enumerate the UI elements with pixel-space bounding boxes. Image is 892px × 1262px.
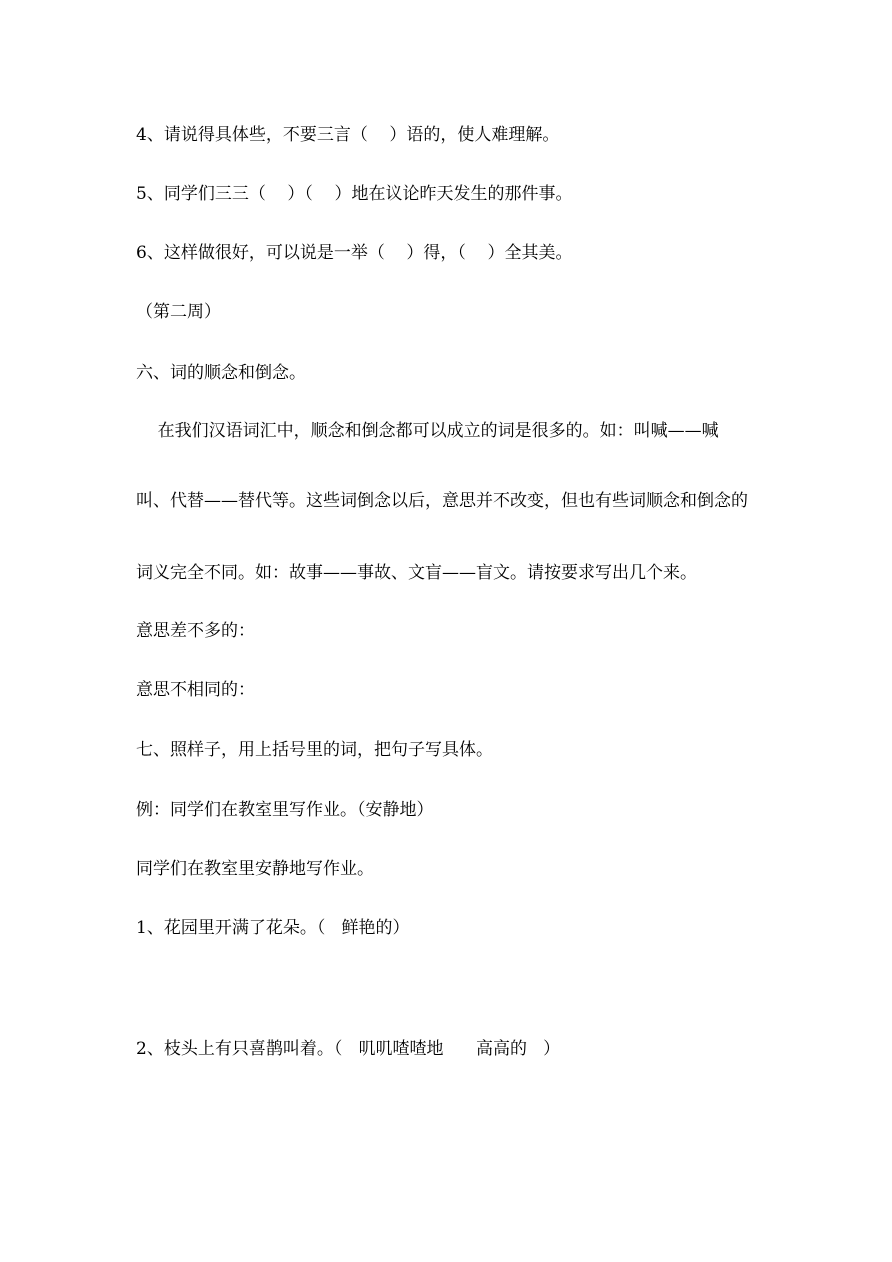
week-label: （第二周） (136, 302, 221, 322)
question-4: 4、请说得具体些，不要三言（ ）语的，使人难理解。 (136, 125, 560, 145)
example-answer: 同学们在教室里安静地写作业。 (136, 859, 374, 879)
question-7-1: 1、花园里开满了花朵。（ 鲜艳的） (136, 918, 410, 938)
question-7-2: 2、枝头上有只喜鹊叫着。（ 叽叽喳喳地 高高的 ） (136, 1039, 561, 1059)
question-6: 6、这样做很好，可以说是一举（ ）得，（ ）全其美。 (136, 243, 573, 263)
section-6-text-line-2: 叫、代替——替代等。这些词倒念以后，意思并不改变，但也有些词顺念和倒念的 (136, 491, 748, 511)
section-6-heading: 六、词的顺念和倒念。 (136, 363, 306, 383)
section-6-text-line-3: 词义完全不同。如：故事——事故、文盲——盲文。请按要求写出几个来。 (136, 563, 697, 583)
section-6-text-line-1: 在我们汉语词汇中，顺念和倒念都可以成立的词是很多的。如：叫喊——喊 (136, 421, 719, 441)
section-7-heading: 七、照样子，用上括号里的词，把句子写具体。 (136, 740, 493, 760)
similar-meaning-label: 意思差不多的： (136, 621, 255, 641)
example-sentence: 例：同学们在教室里写作业。（安静地） (136, 800, 434, 820)
question-5: 5、同学们三三（ ）（ ）地在议论昨天发生的那件事。 (136, 184, 573, 204)
different-meaning-label: 意思不相同的： (136, 680, 255, 700)
